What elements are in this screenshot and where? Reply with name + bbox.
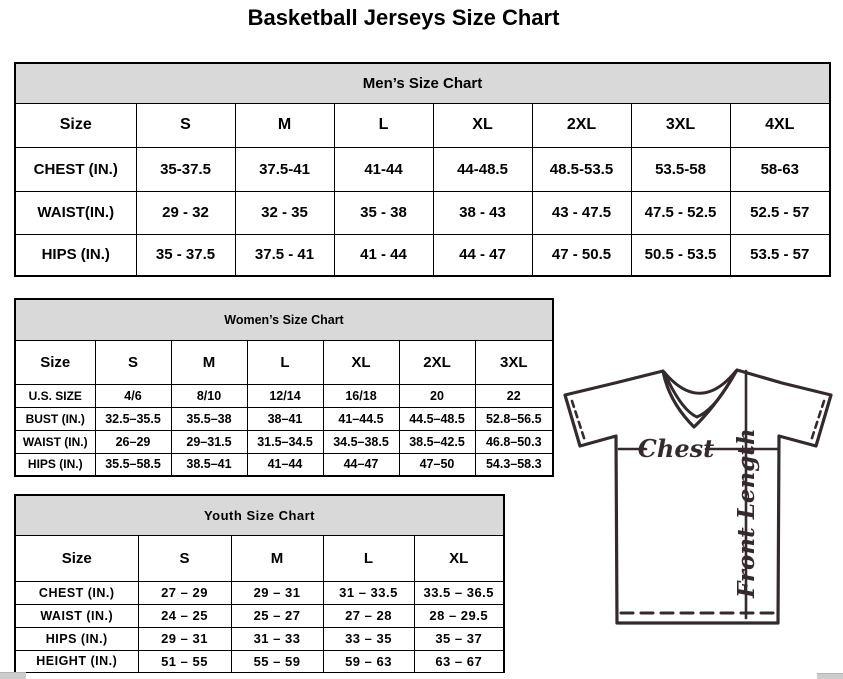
youth-size-table bbox=[14, 494, 505, 674]
row-label: WAIST(IN.) bbox=[15, 191, 136, 234]
table-cell: 44.5–48.5 bbox=[399, 407, 475, 430]
page-title: Basketball Jerseys Size Chart bbox=[247, 5, 560, 30]
mens-size-table bbox=[14, 62, 831, 277]
row-label: HIPS (IN.) bbox=[15, 234, 136, 276]
row-label: HEIGHT (IN.) bbox=[15, 650, 138, 673]
table-cell: 51 – 55 bbox=[138, 650, 231, 673]
table-cell: 37.5-41 bbox=[235, 147, 334, 191]
table-cell: 53.5 - 57 bbox=[730, 234, 830, 276]
table-cell: 38.5–42.5 bbox=[399, 430, 475, 453]
table-cell: 44-48.5 bbox=[433, 147, 532, 191]
table-cell: 41 - 44 bbox=[334, 234, 433, 276]
jersey-diagram-svg bbox=[555, 360, 843, 660]
table-cell: 33.5 – 36.5 bbox=[414, 581, 504, 604]
table-cell: 25 – 27 bbox=[231, 604, 323, 627]
table-cell: 31 – 33 bbox=[231, 627, 323, 650]
youth-title-row bbox=[15, 495, 504, 535]
table-cell: 63 – 67 bbox=[414, 650, 504, 673]
table-cell: 44 - 47 bbox=[433, 234, 532, 276]
front-length-label: Front Length bbox=[733, 428, 760, 598]
column-header: M bbox=[235, 103, 334, 147]
row-label: WAIST (IN.) bbox=[15, 430, 95, 453]
column-header: L bbox=[247, 340, 323, 384]
row-label: CHEST (IN.) bbox=[15, 147, 136, 191]
row-label: CHEST (IN.) bbox=[15, 581, 138, 604]
table-cell: 35 - 38 bbox=[334, 191, 433, 234]
jersey-measurement-diagram bbox=[555, 360, 843, 660]
mens-header-row bbox=[15, 103, 830, 147]
table-cell: 29 - 32 bbox=[136, 191, 235, 234]
row-label: HIPS (IN.) bbox=[15, 627, 138, 650]
mens-title-row bbox=[15, 63, 830, 103]
row-label: WAIST (IN.) bbox=[15, 604, 138, 627]
column-header: 4XL bbox=[730, 103, 830, 147]
womens-table-title: Women’s Size Chart bbox=[15, 299, 553, 340]
table-cell: 35.5–58.5 bbox=[95, 453, 171, 476]
table-cell: 58-63 bbox=[730, 147, 830, 191]
womens-size-table bbox=[14, 298, 554, 477]
table-cell: 59 – 63 bbox=[323, 650, 414, 673]
column-header: XL bbox=[433, 103, 532, 147]
table-cell: 38–41 bbox=[247, 407, 323, 430]
table-cell: 47.5 - 52.5 bbox=[631, 191, 730, 234]
table-row bbox=[15, 430, 553, 453]
table-cell: 32 - 35 bbox=[235, 191, 334, 234]
table-row bbox=[15, 604, 504, 627]
table-row bbox=[15, 650, 504, 673]
table-cell: 37.5 - 41 bbox=[235, 234, 334, 276]
womens-title-row bbox=[15, 299, 553, 340]
column-header: S bbox=[136, 103, 235, 147]
table-cell: 26–29 bbox=[95, 430, 171, 453]
column-header: 2XL bbox=[532, 103, 631, 147]
table-cell: 38.5–41 bbox=[171, 453, 247, 476]
table-row bbox=[15, 407, 553, 430]
table-cell: 20 bbox=[399, 384, 475, 407]
column-header: 3XL bbox=[475, 340, 553, 384]
horizontal-scrollbar[interactable] bbox=[0, 673, 843, 679]
column-header: L bbox=[323, 535, 414, 581]
table-cell: 31 – 33.5 bbox=[323, 581, 414, 604]
youth-table-title: Youth Size Chart bbox=[15, 495, 504, 535]
column-header: XL bbox=[323, 340, 399, 384]
column-header: 2XL bbox=[399, 340, 475, 384]
column-header: Size bbox=[15, 535, 138, 581]
table-cell: 28 – 29.5 bbox=[414, 604, 504, 627]
table-cell: 47 - 50.5 bbox=[532, 234, 631, 276]
table-cell: 50.5 - 53.5 bbox=[631, 234, 730, 276]
table-cell: 4/6 bbox=[95, 384, 171, 407]
table-row bbox=[15, 581, 504, 604]
table-row bbox=[15, 627, 504, 650]
table-cell: 16/18 bbox=[323, 384, 399, 407]
table-cell: 46.8–50.3 bbox=[475, 430, 553, 453]
column-header: XL bbox=[414, 535, 504, 581]
table-cell: 53.5-58 bbox=[631, 147, 730, 191]
table-cell: 27 – 28 bbox=[323, 604, 414, 627]
table-cell: 43 - 47.5 bbox=[532, 191, 631, 234]
jersey-outline bbox=[565, 370, 831, 623]
table-cell: 52.5 - 57 bbox=[730, 191, 830, 234]
table-cell: 29 – 31 bbox=[138, 627, 231, 650]
scroll-right-button[interactable] bbox=[817, 673, 843, 679]
table-cell: 41–44 bbox=[247, 453, 323, 476]
scroll-left-button[interactable] bbox=[0, 672, 26, 679]
table-cell: 33 – 35 bbox=[323, 627, 414, 650]
row-label: BUST (IN.) bbox=[15, 407, 95, 430]
table-cell: 12/14 bbox=[247, 384, 323, 407]
table-row bbox=[15, 384, 553, 407]
table-cell: 52.8–56.5 bbox=[475, 407, 553, 430]
table-cell: 41-44 bbox=[334, 147, 433, 191]
table-row bbox=[15, 453, 553, 476]
row-label: HIPS (IN.) bbox=[15, 453, 95, 476]
table-cell: 44–47 bbox=[323, 453, 399, 476]
mens-table-title: Men’s Size Chart bbox=[15, 63, 830, 103]
table-row bbox=[15, 234, 830, 276]
table-cell: 48.5-53.5 bbox=[532, 147, 631, 191]
table-cell: 24 – 25 bbox=[138, 604, 231, 627]
column-header: M bbox=[231, 535, 323, 581]
youth-header-row bbox=[15, 535, 504, 581]
table-cell: 38 - 43 bbox=[433, 191, 532, 234]
table-cell: 54.3–58.3 bbox=[475, 453, 553, 476]
table-cell: 34.5–38.5 bbox=[323, 430, 399, 453]
table-cell: 35 – 37 bbox=[414, 627, 504, 650]
table-cell: 47–50 bbox=[399, 453, 475, 476]
table-cell: 41–44.5 bbox=[323, 407, 399, 430]
column-header: L bbox=[334, 103, 433, 147]
column-header: S bbox=[138, 535, 231, 581]
table-cell: 22 bbox=[475, 384, 553, 407]
table-cell: 35-37.5 bbox=[136, 147, 235, 191]
column-header: Size bbox=[15, 340, 95, 384]
table-cell: 27 – 29 bbox=[138, 581, 231, 604]
column-header: S bbox=[95, 340, 171, 384]
table-row bbox=[15, 191, 830, 234]
womens-header-row bbox=[15, 340, 553, 384]
table-cell: 35.5–38 bbox=[171, 407, 247, 430]
table-cell: 29 – 31 bbox=[231, 581, 323, 604]
table-row bbox=[15, 147, 830, 191]
row-label: U.S. SIZE bbox=[15, 384, 95, 407]
table-cell: 32.5–35.5 bbox=[95, 407, 171, 430]
table-cell: 55 – 59 bbox=[231, 650, 323, 673]
column-header: Size bbox=[15, 103, 136, 147]
table-cell: 29–31.5 bbox=[171, 430, 247, 453]
table-cell: 8/10 bbox=[171, 384, 247, 407]
chest-label: Chest bbox=[637, 434, 715, 463]
column-header: M bbox=[171, 340, 247, 384]
column-header: 3XL bbox=[631, 103, 730, 147]
table-cell: 31.5–34.5 bbox=[247, 430, 323, 453]
table-cell: 35 - 37.5 bbox=[136, 234, 235, 276]
